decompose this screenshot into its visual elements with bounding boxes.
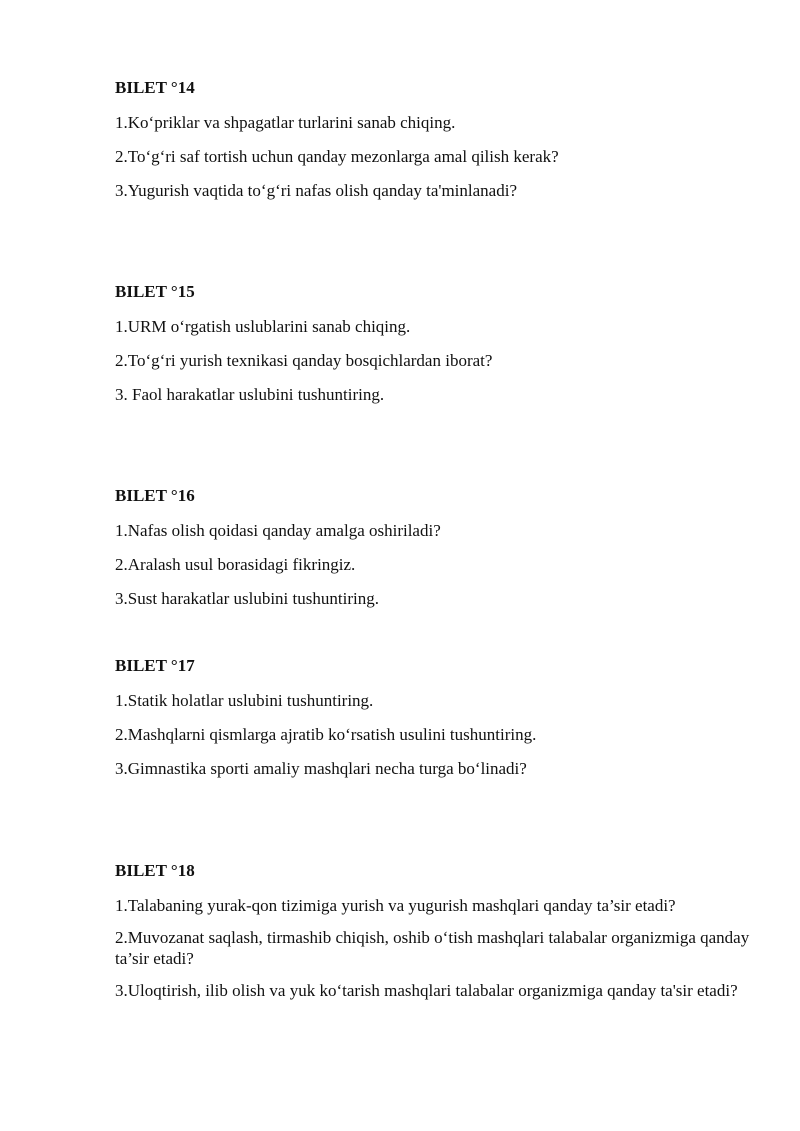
question-2: 2.Aralash usul borasidagi fikringiz. xyxy=(115,555,356,574)
ticket-17 xyxy=(115,656,755,792)
ticket-title: BILET °16 xyxy=(115,486,195,505)
question-1: 1.URM o‘rgatish uslublarini sanab chiqing. xyxy=(115,317,411,336)
question-3: 3.Yugurish vaqtida to‘g‘ri nafas olish qanday ta'minlanadi? xyxy=(115,181,517,200)
ticket-title: BILET °15 xyxy=(115,282,195,301)
question-1: 1.Ko‘priklar va shpagatlar turlarini sanab chiqing. xyxy=(115,113,456,132)
ticket-15 xyxy=(115,282,755,418)
ticket-18 xyxy=(115,861,755,1012)
question-3: 3.Sust harakatlar uslubini tushuntiring. xyxy=(115,589,379,608)
question-1: 1.Statik holatlar uslubini tushuntiring. xyxy=(115,691,374,710)
ticket-title: BILET °14 xyxy=(115,78,195,97)
ticket-16 xyxy=(115,486,755,622)
question-2: 2.Muvozanat saqlash, tirmashib chiqish, oshib o‘tish mashqlari talabalar organizmiga qanday ta’sir etadi? xyxy=(115,928,750,968)
question-3: 3. Faol harakatlar uslubini tushuntiring. xyxy=(115,385,385,404)
ticket-title: BILET °18 xyxy=(115,861,195,880)
question-1: 1.Nafas olish qoidasi qanday amalga oshiriladi? xyxy=(115,521,441,540)
question-2: 2.Mashqlarni qismlarga ajratib ko‘rsatish usulini tushuntiring. xyxy=(115,725,537,744)
question-1: 1.Talabaning yurak-qon tizimiga yurish va yugurish mashqlari qanday ta’sir etadi? xyxy=(115,896,676,915)
ticket-14 xyxy=(115,78,755,214)
ticket-title: BILET °17 xyxy=(115,656,195,675)
question-3: 3.Gimnastika sporti amaliy mashqlari necha turga bo‘linadi? xyxy=(115,759,527,778)
question-2: 2.To‘g‘ri yurish texnikasi qanday bosqichlardan iborat? xyxy=(115,351,493,370)
question-2: 2.To‘g‘ri saf tortish uchun qanday mezonlarga amal qilish kerak? xyxy=(115,147,559,166)
question-3: 3.Uloqtirish, ilib olish va yuk ko‘tarish mashqlari talabalar organizmiga qanday ta'sir etadi? xyxy=(115,981,738,1000)
